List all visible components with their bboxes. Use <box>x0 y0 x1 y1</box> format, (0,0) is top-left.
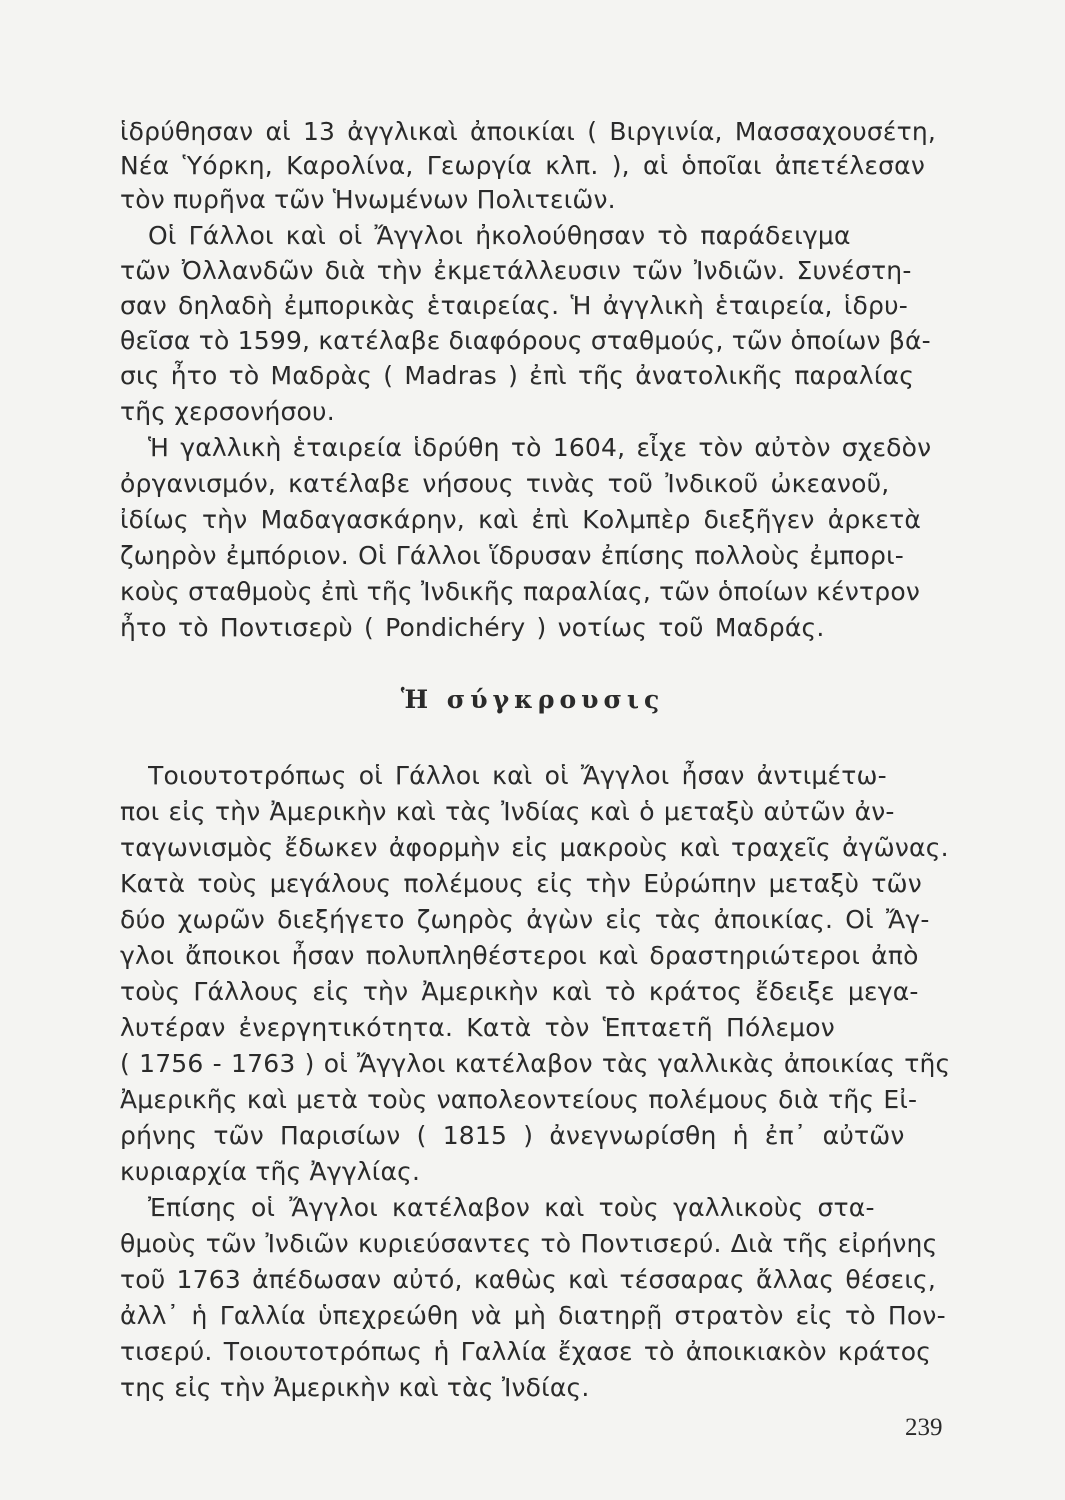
text-line: Κατὰ τοὺς μεγάλους πολέμους εἰς τὴν Εὐρώπην μεταξὺ τῶν <box>120 869 922 898</box>
text-line: ζωηρὸν ἐμπόριον. Οἱ Γάλλοι ἵδρυσαν ἐπίσης πολλοὺς ἐμπορι- <box>120 541 904 570</box>
text-line: της εἰς τὴν Ἀμερικὴν καὶ τὰς Ἰνδίας. <box>120 1373 590 1402</box>
text-line: ταγωνισμὸς ἔδωκεν ἀφορμὴν εἰς μακροὺς καὶ τραχεῖς ἀγῶνας. <box>120 833 949 862</box>
section-heading: Ἡ σύγκρουσις <box>400 685 665 714</box>
text-line: τῶν Ὀλλανδῶν διὰ τὴν ἐκμετάλλευσιν τῶν Ἰνδιῶν. Συνέστη- <box>120 256 912 285</box>
text-line: Ἀμερικῆς καὶ μετὰ τοὺς ναπολεοντείους πολέμους διὰ τῆς Εἰ- <box>120 1085 918 1114</box>
text-line: ποι εἰς τὴν Ἀμερικὴν καὶ τὰς Ἰνδίας καὶ ὁ μεταξὺ αὐτῶν ἀν- <box>120 797 895 826</box>
text-line: ὀργανισμόν, κατέλαβε νήσους τινὰς τοῦ Ἰνδικοῦ ὠκεανοῦ, <box>120 469 890 498</box>
text-line: σαν δηλαδὴ ἐμπορικὰς ἑταιρείας. Ἡ ἀγγλικὴ ἑταιρεία, ἱδρυ- <box>120 291 908 320</box>
text-line: λυτέραν ἐνεργητικότητα. Κατὰ τὸν Ἑπταετῆ Πόλεμον <box>120 1013 835 1042</box>
text-line: τισερύ. Τοιουτοτρόπως ἡ Γαλλία ἔχασε τὸ ἀποικιακὸν κράτος <box>120 1337 932 1366</box>
text-line: Οἱ Γάλλοι καὶ οἱ Ἄγγλοι ἠκολούθησαν τὸ παράδειγμα <box>148 221 851 250</box>
text-line: σις ἦτο τὸ Μαδρὰς ( Madras ) ἐπὶ τῆς ἀνατολικῆς παραλίας <box>120 361 915 390</box>
text-line: δύο χωρῶν διεξήγετο ζωηρὸς ἀγὼν εἰς τὰς ἀποικίας. Οἱ Ἄγ- <box>120 905 930 934</box>
text-line: Τοιουτοτρόπως οἱ Γάλλοι καὶ οἱ Ἄγγλοι ἦσαν ἀντιμέτω- <box>148 761 887 790</box>
text-line: θμοὺς τῶν Ἰνδιῶν κυριεύσαντες τὸ Ποντισερύ. Διὰ τῆς εἰρήνης <box>120 1229 938 1258</box>
text-line: γλοι ἄποικοι ἦσαν πολυπληθέστεροι καὶ δραστηριώτεροι ἀπὸ <box>120 941 919 970</box>
text-line: τοὺς Γάλλους εἰς τὴν Ἀμερικὴν καὶ τὸ κράτος ἔδειξε μεγα- <box>120 977 919 1006</box>
text-line: κοὺς σταθμοὺς ἐπὶ τῆς Ἰνδικῆς παραλίας, τῶν ὁποίων κέντρον <box>120 577 920 606</box>
text-line: ἱδρύθησαν αἱ 13 ἀγγλικαὶ ἀποικίαι ( Βιργινία, Μασσαχουσέτη, <box>120 117 937 146</box>
text-line: ἰδίως τὴν Μαδαγασκάρην, καὶ ἐπὶ Κολμπὲρ διεξῆγεν ἀρκετὰ <box>120 505 922 534</box>
text-line: ρήνης τῶν Παρισίων ( 1815 ) ἀνεγνωρίσθη ἡ ἐπ᾿ αὐτῶν <box>120 1121 905 1150</box>
text-line: θεῖσα τὸ 1599, κατέλαβε διαφόρους σταθμούς, τῶν ὁποίων βά- <box>120 326 931 355</box>
text-line: τοῦ 1763 ἀπέδωσαν αὐτό, καθὼς καὶ τέσσαρας ἄλλας θέσεις, <box>120 1265 937 1294</box>
text-line: κυριαρχία τῆς Ἀγγλίας. <box>120 1157 421 1186</box>
text-line: ἀλλ᾿ ἡ Γαλλία ὑπεχρεώθη νὰ μὴ διατηρῇ στρατὸν εἰς τὸ Πον- <box>120 1301 946 1330</box>
text-line: ( 1756 - 1763 ) οἱ Ἄγγλοι κατέλαβον τὰς γαλλικὰς ἀποικίας τῆς <box>120 1049 951 1078</box>
text-line: ἦτο τὸ Ποντισερὺ ( Pondichéry ) νοτίως τοῦ Μαδράς. <box>120 613 825 642</box>
text-line: Ἡ γαλλικὴ ἑταιρεία ἱδρύθη τὸ 1604, εἶχε τὸν αὐτὸν σχεδὸν <box>148 433 932 462</box>
page-number: 239 <box>905 1414 943 1441</box>
text-line: Νέα Ὑόρκη, Καρολίνα, Γεωργία κλπ. ), αἱ ὁποῖαι ἀπετέλεσαν <box>120 151 926 180</box>
text-line: τῆς χερσονήσου. <box>120 397 335 426</box>
text-line: Ἐπίσης οἱ Ἄγγλοι κατέλαβον καὶ τοὺς γαλλικοὺς στα- <box>148 1193 875 1222</box>
text-line: τὸν πυρῆνα τῶν Ἡνωμένων Πολιτειῶν. <box>120 185 616 214</box>
